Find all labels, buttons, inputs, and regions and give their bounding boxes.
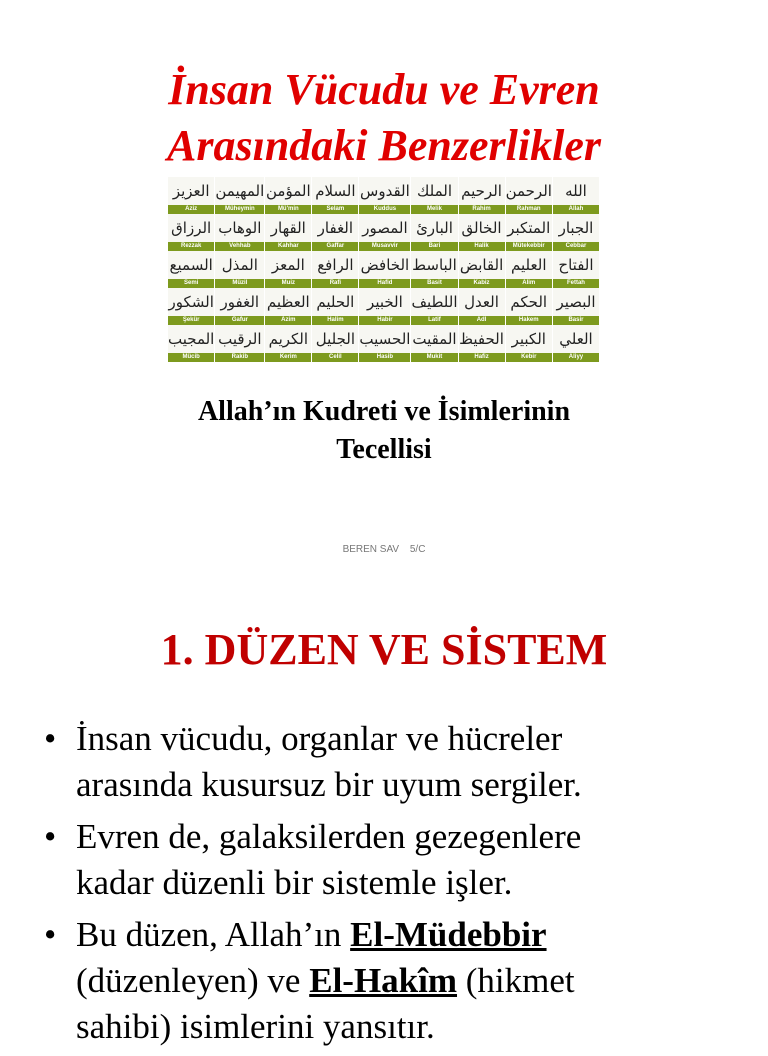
name-tile-label: Semi [168,279,214,288]
name-tile-label: Hasib [359,353,410,362]
bullet-text-line [76,912,744,958]
name-tile-label: Rafi [312,279,358,288]
name-tile-label: Şekür [168,316,214,325]
name-tile [459,214,506,251]
name-tile-label: Bari [411,242,457,251]
name-tile-arabic: المتكبر [506,214,552,242]
name-tile-arabic: العلي [553,325,599,353]
name-tile-label: Aliyy [553,353,599,362]
bullet-text: Bu düzen, Allah’ın [76,915,351,954]
name-tile-label: Basit [411,279,457,288]
name-tile [411,288,458,325]
name-tile [168,214,215,251]
name-tile [506,288,553,325]
name-tile [553,251,600,288]
name-tile-arabic: الحسيب [359,325,410,353]
name-tile-arabic: الخالق [459,214,505,242]
name-tile-label: Fettah [553,279,599,288]
name-tile [265,214,312,251]
name-tile [265,288,312,325]
name-tile-label: Halik [459,242,505,251]
bullet-item [44,912,744,1050]
name-tile [215,214,265,251]
name-tile [506,325,553,362]
name-tile-arabic: الرقيب [215,325,264,353]
name-tile [215,288,265,325]
name-tile-arabic: الفتاح [553,251,599,279]
name-tile-arabic: الرحمن [506,177,552,205]
name-tile-arabic: الجبار [553,214,599,242]
bullet-text-line: Evren de, galaksilerden gezegenlere [76,817,582,856]
name-tile [359,177,411,214]
name-tile [459,177,506,214]
name-tile-arabic: الحكم [506,288,552,316]
bullet-marker: • [44,719,57,758]
footer-author: BEREN SAV [342,544,400,555]
name-tile-label: Allah [553,205,599,214]
name-tile [359,288,411,325]
name-tile-arabic: الكريم [265,325,311,353]
bullet-list [44,716,744,1056]
name-tile-arabic: الغفار [312,214,358,242]
section-title: 1. DÜZEN VE SİSTEM [160,625,608,674]
name-tile-label: Azim [265,316,311,325]
name-tile-arabic: المجيب [168,325,214,353]
name-tile-label: Selam [312,205,358,214]
subtitle-line-1: Allah’ın Kudreti ve İsimlerinin [197,396,571,427]
name-tile [411,325,458,362]
name-tile [265,251,312,288]
name-tile-label: Hafid [359,279,410,288]
name-tile [168,251,215,288]
name-tile [459,288,506,325]
name-tile-label: Rakib [215,353,264,362]
name-tile [553,325,600,362]
name-tile-arabic: السلام [312,177,358,205]
name-tile [312,288,359,325]
name-tile [312,325,359,362]
name-tile [168,288,215,325]
name-tile-label: Kerim [265,353,311,362]
name-tile [359,325,411,362]
name-tile-label: Adl [459,316,505,325]
name-tile-label: Gaffar [312,242,358,251]
name-tile [553,177,600,214]
name-tile-label: Müheymin [215,205,264,214]
subtitle-line-2: Tecellisi [336,434,432,465]
name-tile [215,325,265,362]
name-tile-label: Mukit [411,353,457,362]
name-tile-arabic: اللطيف [411,288,457,316]
name-tile-label: Celil [312,353,358,362]
name-tile-label: Halim [312,316,358,325]
name-tile-label: Aziz [168,205,214,214]
name-tile-arabic: المصور [359,214,410,242]
name-tile [459,251,506,288]
name-tile [265,325,312,362]
name-tile-label: Latif [411,316,457,325]
name-tile-arabic: الباسط [411,251,457,279]
name-tile-label: Rezzak [168,242,214,251]
bullet-item [44,814,744,906]
name-tile-arabic: الغفور [215,288,264,316]
highlight-el-mudebbir: El-Müdebbir [350,915,547,954]
name-tile-arabic: الشكور [168,288,214,316]
name-tile-label: Mücib [168,353,214,362]
name-tile-label: Mütekebbir [506,242,552,251]
highlight-el-hakim: El-Hakîm [309,961,458,1000]
name-tile-arabic: الله [553,177,599,205]
bullet-text: (düzenleyen) ve [76,961,310,1000]
name-tile-label: Alim [506,279,552,288]
name-tile-arabic: الرحيم [459,177,505,205]
name-tile [553,288,600,325]
name-tile [168,325,215,362]
name-tile [411,251,458,288]
name-tile [506,251,553,288]
name-tile-arabic: القابض [459,251,505,279]
name-tile [215,251,265,288]
title-line-2: Arasındaki Benzerlikler [167,121,601,170]
footer-class: 5/C [409,544,426,555]
name-tile [312,177,359,214]
name-tile-arabic: العليم [506,251,552,279]
name-tile [459,325,506,362]
name-tile-label: Melik [411,205,457,214]
name-tile-arabic: العزيز [168,177,214,205]
name-tile-label: Rahim [459,205,505,214]
name-tile-label: Kabiz [459,279,505,288]
name-tile-arabic: الحليم [312,288,358,316]
name-tile [411,214,458,251]
name-tile [359,251,411,288]
name-tile [215,177,265,214]
name-tile-label: Kuddus [359,205,410,214]
name-tile-arabic: العدل [459,288,505,316]
name-tile-arabic: الحفيظ [459,325,505,353]
name-tile-arabic: الخبير [359,288,410,316]
bullet-text-line [76,958,744,1004]
name-tile-label: Basir [553,316,599,325]
name-tile-label: Hafiz [459,353,505,362]
name-tile-arabic: المعز [265,251,311,279]
name-tile-arabic: الخافض [359,251,410,279]
names-of-allah-image [168,177,600,362]
name-tile-arabic: الملك [411,177,457,205]
name-tile-label: Cebbar [553,242,599,251]
name-tile-arabic: القهار [265,214,311,242]
name-tile-label: Kahhar [265,242,311,251]
bullet-marker: • [44,817,57,856]
slide-subtitle [0,393,768,469]
slide-title [0,62,768,174]
name-tile [506,177,553,214]
name-tile [359,214,411,251]
name-tile-label: Rahman [506,205,552,214]
bullet-text-line: İnsan vücudu, organlar ve hücreler [76,719,563,758]
name-tile-label: Kebir [506,353,552,362]
name-tile-label: Vehhab [215,242,264,251]
bullet-marker: • [44,915,57,954]
name-tile [168,177,215,214]
name-tile-label: Gafur [215,316,264,325]
name-tile-arabic: المقيت [411,325,457,353]
name-tile-arabic: الرافع [312,251,358,279]
name-tile-label: Müzil [215,279,264,288]
name-tile-label: Muiz [265,279,311,288]
name-tile-arabic: الوهاب [215,214,264,242]
name-tile-label: Mü'min [265,205,311,214]
name-tile-arabic: القدوس [359,177,410,205]
bullet-text-line: sahibi) isimlerini yansıtır. [76,1007,435,1046]
name-tile-arabic: الرزاق [168,214,214,242]
name-tile [553,214,600,251]
name-tile-arabic: المؤمن [265,177,311,205]
bullet-text-line: kadar düzenli bir sistemle işler. [76,863,513,902]
name-tile-label: Musavvir [359,242,410,251]
bullet-item [44,716,744,808]
name-tile-arabic: الجليل [312,325,358,353]
name-tile-arabic: المهيمن [215,177,264,205]
title-line-1: İnsan Vücudu ve Evren [168,65,600,114]
name-tile-arabic: البصير [553,288,599,316]
name-tile-arabic: السميع [168,251,214,279]
name-tile-label: Habir [359,316,410,325]
name-tile-label: Hakem [506,316,552,325]
name-tile [312,251,359,288]
name-tile [312,214,359,251]
name-tile [506,214,553,251]
bullet-text: (hikmet [457,961,575,1000]
name-tile-arabic: الكبير [506,325,552,353]
name-tile-arabic: العظيم [265,288,311,316]
name-tile [411,177,458,214]
name-tile-arabic: المذل [215,251,264,279]
name-tile-arabic: البارئ [411,214,457,242]
name-tile [265,177,312,214]
bullet-text-line: arasında kusursuz bir uyum sergiler. [76,765,582,804]
slide-footer [0,544,768,555]
